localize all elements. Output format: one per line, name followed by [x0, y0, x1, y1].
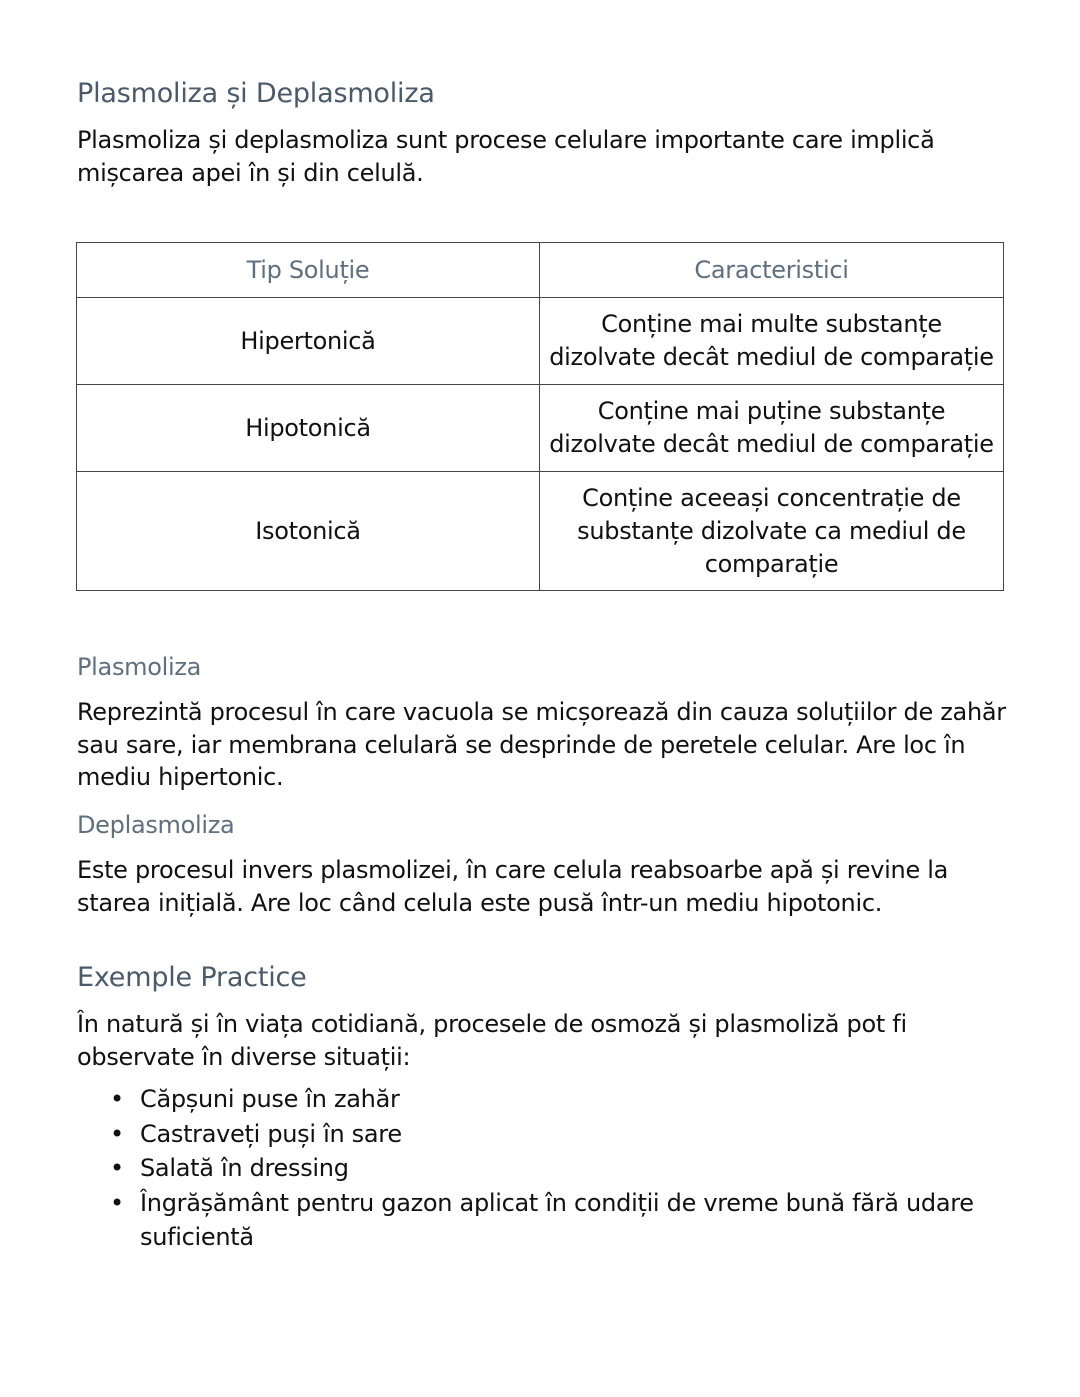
bullet-icon: •	[110, 1119, 124, 1148]
plasmoliza-paragraph: Reprezintă procesul în care vacuola se micșorează din cauza soluțiilor de zahăr sau sare, iar membrana celulară se desprinde de peretele celular. Are loc în mediu hipertonic.	[77, 698, 1006, 791]
table-cell-type: Hipotonică	[77, 385, 540, 472]
table-row	[77, 298, 1004, 385]
table-cell-description: Conține aceeași concentrație de substanțe dizolvate ca mediul de comparație	[540, 472, 1004, 591]
list-item-text: Salată în dressing	[140, 1154, 349, 1182]
table-header-type: Tip Soluție	[77, 243, 540, 298]
list-item	[108, 1186, 988, 1255]
list-item	[108, 1117, 988, 1152]
table-cell-description: Conține mai puține substanțe dizolvate decât mediul de comparație	[540, 385, 1004, 472]
bullet-icon: •	[110, 1188, 124, 1217]
table-cell-description: Conține mai multe substanțe dizolvate decât mediul de comparație	[540, 298, 1004, 385]
deplasmoliza-heading: Deplasmoliza	[77, 811, 235, 839]
intro-paragraph: Plasmoliza și deplasmoliza sunt procese celulare importante care implică mișcarea apei în și din celulă.	[77, 126, 935, 187]
examples-heading: Exemple Practice	[77, 962, 307, 993]
table-header-characteristics: Caracteristici	[540, 243, 1004, 298]
table-row	[77, 385, 1004, 472]
list-item	[108, 1082, 988, 1117]
bullet-icon: •	[110, 1085, 124, 1113]
list-item-text: Căpșuni puse în zahăr	[140, 1085, 400, 1113]
plasmoliza-heading: Plasmoliza	[77, 653, 202, 681]
deplasmoliza-paragraph: Este procesul invers plasmolizei, în care celula reabsoarbe apă și revine la starea inițială. Are loc când celula este pusă într-un mediu hipotonic.	[77, 856, 949, 917]
examples-list	[108, 1082, 988, 1255]
bullet-icon: •	[110, 1154, 124, 1182]
solution-types-table	[76, 242, 1004, 591]
table-header-row	[77, 243, 1004, 298]
table-cell-type: Hipertonică	[77, 298, 540, 385]
examples-intro: În natură și în viața cotidiană, procesele de osmoză și plasmoliză pot fi observate în diverse situații:	[77, 1010, 907, 1071]
table-row	[77, 472, 1004, 591]
table-cell-type: Isotonică	[77, 472, 540, 591]
list-item-text: Îngrășământ pentru gazon aplicat în condiții de vreme bună fără udare suficientă	[140, 1188, 974, 1251]
list-item-text: Castraveți puși în sare	[140, 1119, 402, 1148]
list-item	[108, 1151, 988, 1186]
page-title: Plasmoliza și Deplasmoliza	[77, 78, 435, 109]
